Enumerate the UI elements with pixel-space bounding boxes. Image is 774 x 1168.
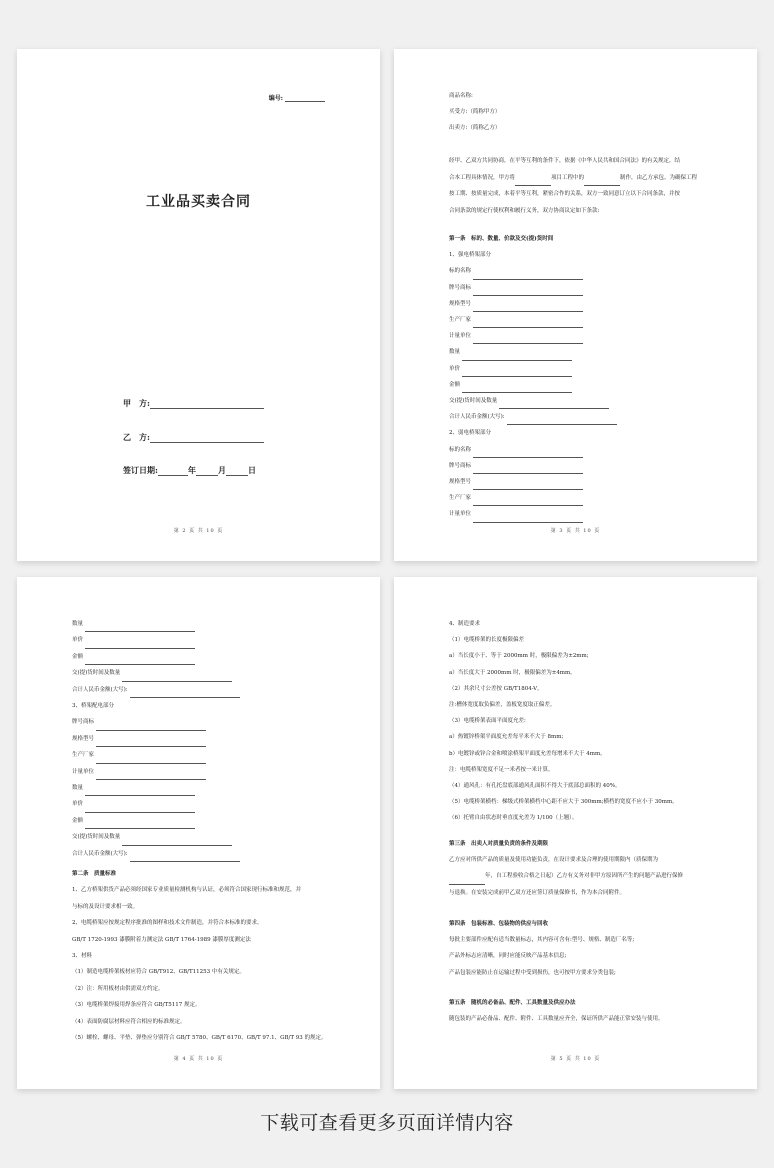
field-blank [473,271,583,280]
text-line: 与标的及设计要求相一致。 [72,903,139,910]
page-footer: 第 3 页 共 10 页 [550,528,601,534]
text-line: 4、制造要求 [449,621,480,627]
field-label: 计量单位 [72,768,95,775]
serial-number [269,93,325,102]
field-label: 单价 [449,365,461,372]
article-2 [72,866,352,1046]
intro-text: 制作，由乙方承包。为确保工程 [620,174,698,181]
serial-blank [285,93,325,102]
subsection-heading: 1、强电桥架部分 [449,252,491,259]
contract-title: 工业品买卖合同 [146,194,251,210]
field-blank [122,837,232,846]
field-label: 交(提)货时间及数量 [449,398,498,405]
field-blank [96,722,206,731]
contract-page-4 [17,577,380,1089]
serial-label: 编号: [268,95,283,102]
field-blank [473,303,583,312]
party-a-blank [150,400,264,409]
text-line: 乙方应对所供产品的质量及使用功能负责，在设计要求及合理的使用期限内（质保期为 [449,857,659,864]
field-label: 牌号商标 [72,719,95,726]
field-line [449,506,717,522]
day-label: 日 [247,465,256,475]
field-line [449,409,717,425]
field-line [449,296,717,312]
article-heading: 第一条 标的、数量、价款及交(提)货时间 [449,236,554,242]
field-label: 生产厂家 [449,495,472,502]
field-label: 数量 [72,621,84,627]
field-blank [473,319,583,328]
field-label: 生产厂家 [449,317,472,324]
product-name-line: 商品名称: [449,93,473,99]
text-line: 与退换。在安装完成前甲乙双方还应签订质量保修书，作为本合同附件。 [449,889,626,896]
party-a-line [123,398,264,409]
party-b-blank [150,434,264,443]
text-line: 3、材料 [72,953,92,960]
field-label: 牌号商标 [449,284,472,291]
buyer-line: 买受方:（简称甲方） [449,109,501,116]
field-blank [473,514,583,523]
warranty-blank [449,876,485,885]
field-line [72,747,340,763]
field-blank [96,755,206,764]
field-line [72,714,340,730]
intro-text: 项目工程中的 [551,174,585,181]
field-line [72,616,340,632]
field-label: 合计人民币金额(大写): [72,850,128,857]
article-1 [449,231,717,523]
field-label: 金额 [72,653,84,660]
field-blank [85,787,195,796]
field-blank [85,640,195,649]
text-line: a）当长度大于 2000mm 时，极限偏差为±4mm。 [449,669,576,676]
field-line [449,442,717,458]
text-line: 产品包装应能防止在运输过程中受到损伤，也可按甲方要求分类包装; [449,969,616,976]
field-label: 标的名称 [449,446,472,453]
article-heading: 第四条 包装标准、包装物的供应与回收 [449,921,549,927]
field-line [72,764,340,780]
intro-text: 合本工程具体情况，甲方将 [449,174,516,181]
field-line [449,474,717,490]
field-blank [462,368,572,377]
field-line [72,682,340,698]
text-line: （5）电缆桥架横档：梯级式桥架横档中心距不应大于 300mm;横档的宽度不应小于 30mm。 [449,799,678,806]
text-line: GB/T 1720-1993 漆膜附着力测定法 GB/T 1764-1989 漆膜厚度测定法 [72,936,251,943]
month-blank [196,467,218,476]
field-label: 金额 [449,381,461,388]
field-blank [130,853,240,862]
field-line [72,780,340,796]
sign-date-line [123,465,256,476]
text-line: （3）电缆桥架表面平面度允差: [449,718,526,725]
intro-line: 合同条款的规定行使权利和履行义务，双方协商议定如下条款: [449,207,600,214]
field-line [449,490,717,506]
item-blank [584,177,620,186]
text-line: 注:槽体宽度取负偏差，盖板宽度取正偏差。 [449,702,556,709]
field-label: 交(提)货时间及数量 [72,834,121,841]
party-b-line [123,432,264,443]
field-label: 标的名称 [449,268,472,275]
field-label: 单价 [72,801,84,808]
field-line [72,829,340,845]
field-line [449,458,717,474]
field-line [449,280,717,296]
text-line: （3）电缆桥架焊接用焊条应符合 GB/T5117 规定。 [72,1002,201,1009]
field-blank [122,673,232,682]
field-label: 合计人民币金额(大写): [72,686,128,693]
intro-line: 经甲、乙双方共同协商，在平等互利的条件下，依据《中华人民共和国合同法》的有关规定，结 [449,158,681,164]
year-blank [158,467,188,476]
subsection-heading: 3、桥架配电部分 [72,703,114,710]
field-line [449,328,717,344]
page-footer: 第 5 页 共 10 页 [550,1056,601,1062]
intro-line: 按工期、按质量完成，本着平等互利，紧密合作的关系，双方一致同意订立以下合同条款，并按 [449,191,681,197]
article-heading: 第二条 质量标准 [72,871,117,877]
field-line [449,312,717,328]
article-4 [449,916,729,981]
field-label: 规格型号 [449,300,472,307]
day-blank [226,467,248,476]
field-line [449,393,717,409]
field-label: 金额 [72,817,84,824]
page-footer: 第 4 页 共 10 页 [173,1056,224,1062]
field-blank [96,738,206,747]
text-line: （6）托臂自由状态时垂直度允差为 1/100（上翘）。 [449,815,578,822]
article-3 [449,836,729,901]
field-label: 单价 [72,637,84,644]
text-line: （5）螺栓、螺母、平垫、弹垫应分别符合 GB/T 5780、GB/T 6170、GB/T 97.1、GB/T 93 的规定。 [72,1035,327,1042]
field-blank [96,771,206,780]
seller-line: 出卖方:（简称乙方） [449,125,501,132]
field-line [72,813,340,829]
field-label: 牌号商标 [449,462,472,469]
text-line: （4）通风孔：有孔托盘底部通风孔面积不得大于底部总面积的 40%。 [449,783,621,790]
contract-page-3 [394,49,757,561]
field-blank [473,287,583,296]
text-line: （1）电缆桥架的长度极限偏差 [449,637,525,644]
text-line [449,868,729,884]
party-a-label: 甲 方: [123,398,150,408]
field-line [72,796,340,812]
text-fragment: 年，自工程验收合格之日起）乙方有义务对非甲方原因所产生的问题产品进行保修 [485,873,684,880]
field-blank [130,689,240,698]
download-caption[interactable]: 下载可查看更多页面详情内容 [260,1112,514,1134]
field-label: 交(提)货时间及数量 [72,670,121,677]
manufacturing-requirements [449,616,729,827]
text-line: （2）注：所用板材由供需双方约定。 [72,985,164,992]
field-label: 生产厂家 [72,752,95,759]
field-label: 数量 [449,349,461,356]
field-blank [473,497,583,506]
field-blank [507,416,617,425]
field-line [449,361,717,377]
field-blank [85,656,195,665]
text-line: a）热镀锌桥架平面度允差每平米不大于 8mm; [449,734,564,741]
field-label: 计量单位 [449,333,472,340]
text-line: 产品外标志应清晰，同时应能反映产品基本信息; [449,953,567,960]
text-line: b）电镀锌或锌合金和喷涂桥架平面度允差每增米不大于 4mm。 [449,750,606,757]
intro-line [449,170,725,187]
contract-cover-page [17,49,380,561]
field-line [449,263,717,279]
text-line: 随包装的产品必备品、配件、附件、工具数量应齐全，保证所供产品能正常安装与使用。 [449,1016,664,1023]
field-label: 规格型号 [72,735,95,742]
field-label: 合计人民币金额(大写): [449,414,505,421]
text-line: （1）制造电缆桥架板材应符合 GB/T912、GB/T11253 中有关规定。 [72,969,245,976]
text-line: 注：电缆桥架宽度不足一米者按一米计算。 [449,766,554,773]
header-info [449,88,717,137]
text-line: 2、电缆桥架应按规定程序批准的图样和技术文件制造，并符合本标准的要求。 [72,920,263,927]
year-label: 年 [187,465,196,475]
text-line: （2）其余尺寸公差按 GB/T1804-V。 [449,685,543,692]
field-blank [473,449,583,458]
page-footer: 第 2 页 共 10 页 [173,528,224,534]
field-label: 计量单位 [449,511,472,518]
text-line: （4）表面防腐层材料应符合相应的标准规定。 [72,1018,186,1025]
article-5 [449,995,729,1027]
field-list-a [72,616,340,862]
field-line [72,731,340,747]
field-blank [85,820,195,829]
text-line: 每批主要部件应配有适当数量标志，其内容可含有:型号、规格、制造厂名等; [449,937,635,944]
project-blank [515,177,551,186]
article-heading: 第三条 出卖人对质量负责的条件及期限 [449,841,549,847]
contract-page-5 [394,577,757,1089]
field-line [72,649,340,665]
field-line [449,344,717,360]
party-b-label: 乙 方: [123,432,150,442]
field-blank [462,352,572,361]
field-line [449,377,717,393]
field-label: 规格型号 [449,479,472,486]
field-line [72,846,340,862]
field-blank [85,804,195,813]
field-blank [473,481,583,490]
field-line [72,665,340,681]
field-blank [473,335,583,344]
field-blank [85,623,195,632]
field-blank [462,384,572,393]
field-line [72,632,340,648]
subsection-heading: 2、弱电桥架部分 [449,430,491,437]
month-label: 月 [217,465,226,475]
field-label: 数量 [72,785,84,792]
article-heading: 第五条 随机的必备品、配件、工具数量及供应办法 [449,1000,576,1006]
field-blank [473,465,583,474]
text-line: 1、乙方桥架供货产品必须经国家专业质量检测机构与认证，必须符合国家现行标准和规范，并 [72,887,302,894]
intro-paragraph [449,153,725,219]
sign-date-label: 签订日期: [123,465,158,475]
field-blank [499,400,609,409]
text-line: a）当长度小于、等于 2000mm 时，极限偏差为±2mm; [449,653,589,660]
